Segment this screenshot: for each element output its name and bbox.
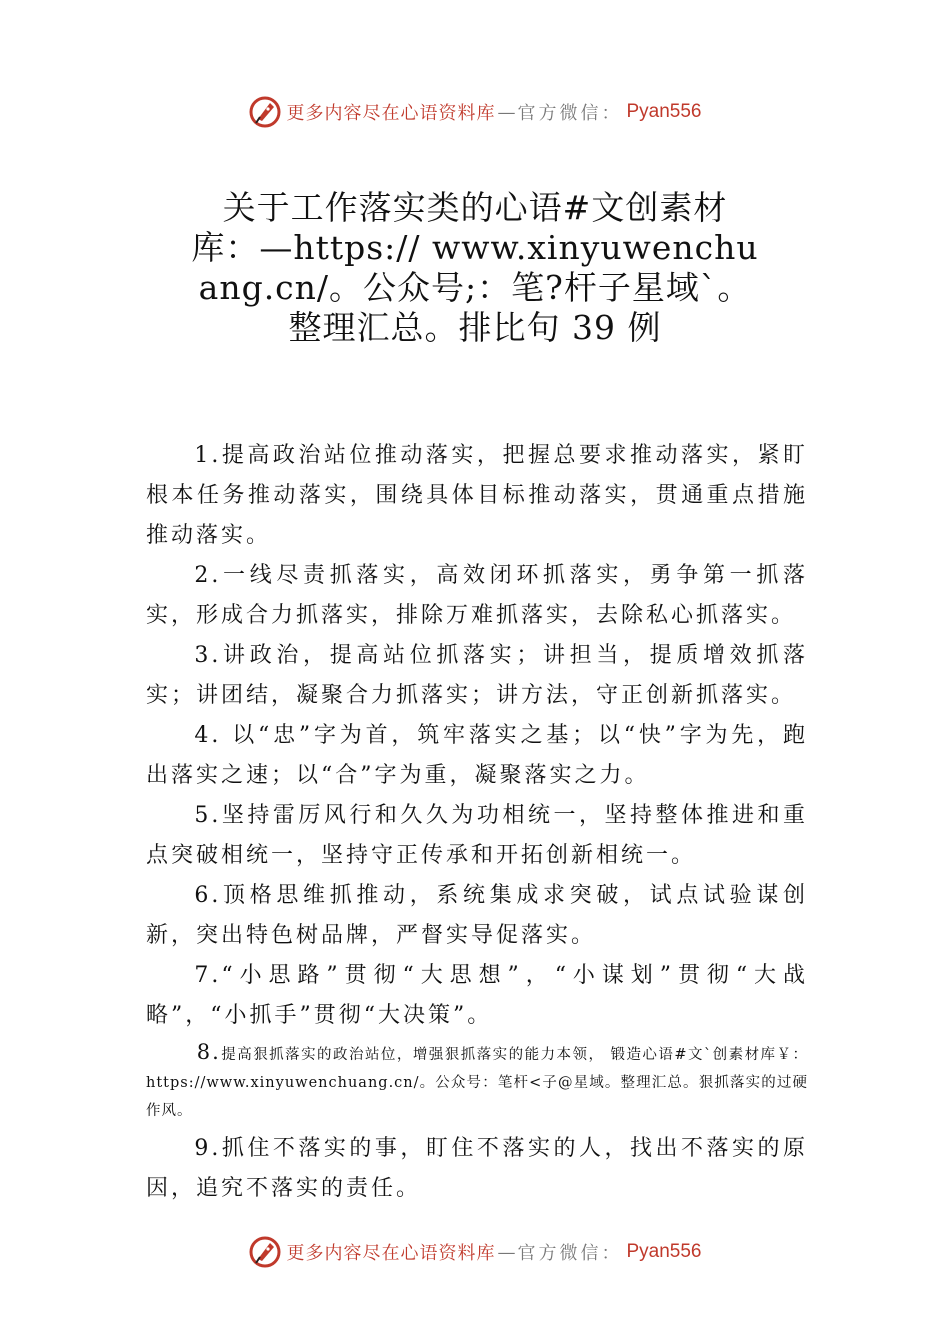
- document-title: 关于工作落实类的心语#文创素材库：—https:// www.xinyuwenchuang.cn/。公众号;：笔?杆子星域`。整理汇总。排比句 39 例: [191, 188, 759, 347]
- paragraph-2: 2.一线尽责抓落实，高效闭环抓落实，勇争第一抓落实，形成合力抓落实，排除万难抓落实，去除私心抓落实。: [146, 563, 808, 628]
- pen-nib-circle-icon: [248, 95, 282, 129]
- paragraph-5: 5.坚持雷厉风行和久久为功相统一，坚持整体推进和重点突破相统一，坚持守正传承和开拓创新相统一。: [146, 803, 808, 868]
- footer-dash: —: [497, 1241, 516, 1263]
- footer-wechat-handle: Pyan556: [626, 1241, 702, 1262]
- paragraph-8-number: 8.: [196, 1040, 221, 1064]
- paragraph-1: 1.提高政治站位推动落实，把握总要求推动落实，紧盯根本任务推动落实，围绕具体目标推动落实，贯通重点措施推动落实。: [146, 443, 808, 548]
- footer-site-text: 更多内容尽在心语资料库: [286, 1243, 496, 1264]
- paragraph-3: 3.讲政治，提高站位抓落实；讲担当，提质增效抓落实；讲团结，凝聚合力抓落实；讲方法，守正创新抓落实。: [146, 643, 808, 708]
- pen-nib-circle-icon: [248, 1235, 282, 1269]
- paragraph-6: 6.顶格思维抓推动，系统集成求突破，试点试验谋创新，突出特色树品牌，严督实导促落实。: [146, 883, 808, 948]
- banner-wechat-label: 官方微信：: [517, 103, 623, 124]
- document-body: [146, 436, 808, 1209]
- footer-banner: [0, 1232, 950, 1272]
- paragraph-7: 7.“小思路”贯彻“大思想”，“小谋划”贯彻“大战略”，“小抓手”贯彻“大决策”。: [146, 963, 808, 1028]
- paragraph-9: 9.抓住不落实的事，盯住不落实的人，找出不落实的原因，追究不落实的责任。: [146, 1136, 808, 1201]
- footer-wechat-label: 官方微信：: [517, 1243, 623, 1264]
- paragraph-8-text: 提高狠抓落实的政治站位，增强狠抓落实的能力本领， 锻造心语#文`创素材库￥：https://www.xinyuwenchuang.cn/。公众号：笔杆<子@星域。整理汇总。狠抓落实的过硬作风。: [146, 1047, 808, 1119]
- banner-dash: —: [497, 101, 516, 123]
- paragraph-4: 4. 以“忠”字为首，筑牢落实之基；以“快”字为先，跑出落实之速；以“合”字为重，凝聚落实之力。: [146, 723, 808, 788]
- banner-site-text: 更多内容尽在心语资料库: [286, 103, 496, 124]
- banner-wechat-handle: Pyan556: [626, 101, 702, 122]
- header-banner: [0, 92, 950, 132]
- paragraph-8: [146, 1038, 808, 1125]
